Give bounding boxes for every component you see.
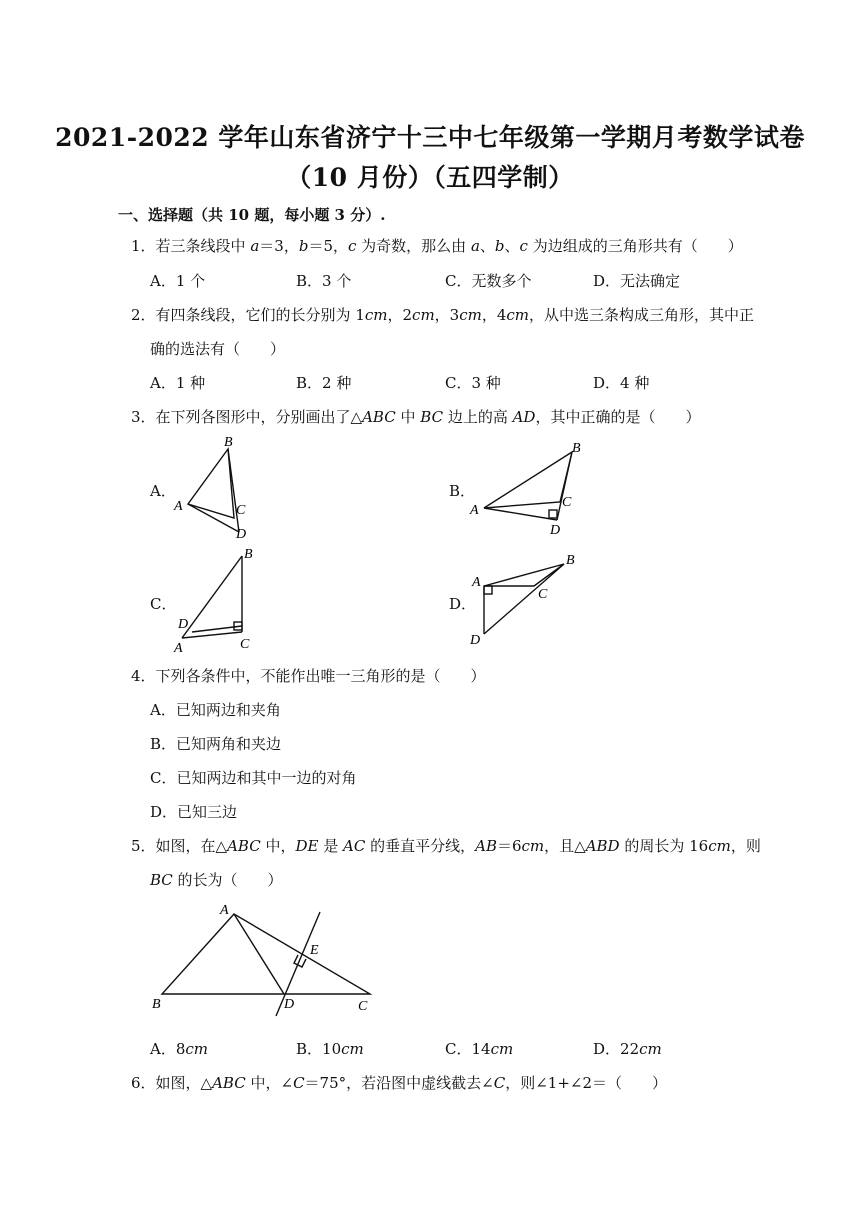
question-5-line2: BC 的长为（ ） — [150, 871, 283, 889]
q1-option-d: D．无法确定 — [593, 272, 681, 290]
label-b: B — [152, 997, 161, 1012]
q5-option-c: C．14cm — [445, 1040, 514, 1058]
label-c: C — [562, 495, 572, 510]
q5-figure — [148, 898, 388, 1022]
question-2-line1: 2．有四条线段，它们的长分别为 1cm，2cm，3cm，4cm，从中选三条构成三角形，其中正 — [131, 306, 755, 324]
q4-option-d: D．已知三边 — [150, 803, 238, 821]
q2-option-d: D．4 种 — [593, 374, 650, 392]
label-c: C — [358, 999, 368, 1014]
question-2-line2: 确的选法有（ ） — [150, 340, 286, 358]
q4-option-a: A．已知两边和夹角 — [150, 701, 281, 719]
label-a: A — [174, 499, 183, 514]
q1-option-a: A．1 个 — [150, 272, 206, 290]
label-c: C — [236, 503, 246, 518]
label-b: B — [566, 553, 575, 568]
q3-option-b-label: B． — [449, 482, 476, 500]
label-d: D — [236, 527, 247, 542]
q2-option-c: C．3 种 — [445, 374, 501, 392]
document-title-line2: （10 月份）（五四学制） — [286, 163, 574, 192]
label-b: B — [244, 547, 253, 562]
q5-option-d: D．22cm — [593, 1040, 662, 1058]
label-b: B — [224, 435, 233, 450]
q3-figure-a — [168, 432, 258, 542]
question-5-line1: 5．如图，在△ABC 中，DE 是 AC 的垂直平分线，AB＝6cm，且△ABD 的周长为 16cm，则 — [131, 837, 761, 855]
q1-option-b: B．3 个 — [296, 272, 352, 290]
q4-option-b: B．已知两角和夹边 — [150, 735, 282, 753]
label-d: D — [284, 997, 295, 1012]
label-a: A — [220, 903, 229, 918]
label-b: B — [572, 441, 581, 456]
q1-option-c: C．无数多个 — [445, 272, 532, 290]
q4-option-c: C．已知两边和其中一边的对角 — [150, 769, 357, 787]
question-4: 4．下列各条件中，不能作出唯一三角形的是（ ） — [131, 667, 486, 685]
label-c: C — [240, 637, 250, 652]
q3-option-d-label: D． — [449, 595, 477, 613]
label-d: D — [178, 617, 189, 632]
q5-option-b: B．10cm — [296, 1040, 364, 1058]
question-6: 6．如图，△ABC 中，∠C＝75°，若沿图中虚线截去∠C，则∠1+∠2＝（ ） — [131, 1074, 667, 1092]
question-3: 3．在下列各图形中，分别画出了△ABC 中 BC 边上的高 AD，其中正确的是（ ） — [131, 408, 701, 426]
label-a: A — [174, 641, 183, 656]
q3-option-c-label: C． — [150, 595, 177, 613]
document-title-line1: 2021-2022 学年山东省济宁十三中七年级第一学期月考数学试卷 — [55, 123, 805, 152]
label-e: E — [310, 943, 319, 958]
question-1: 1．若三条线段中 a＝3，b＝5，c 为奇数，那么由 a、b、c 为边组成的三角形共有（ ） — [131, 237, 743, 255]
label-a: A — [470, 503, 479, 518]
section-heading: 一、选择题（共 10 题，每小题 3 分）. — [118, 206, 386, 224]
label-d: D — [550, 523, 561, 538]
q5-option-a: A．8cm — [150, 1040, 209, 1058]
q3-figure-b — [468, 438, 598, 538]
q3-figure-d — [466, 548, 596, 652]
q2-option-b: B．2 种 — [296, 374, 352, 392]
label-d: D — [470, 633, 481, 648]
q3-figure-c — [170, 546, 270, 656]
label-a: A — [472, 575, 481, 590]
q2-option-a: A．1 种 — [150, 374, 206, 392]
label-c: C — [538, 587, 548, 602]
q3-option-a-label: A． — [150, 482, 176, 500]
